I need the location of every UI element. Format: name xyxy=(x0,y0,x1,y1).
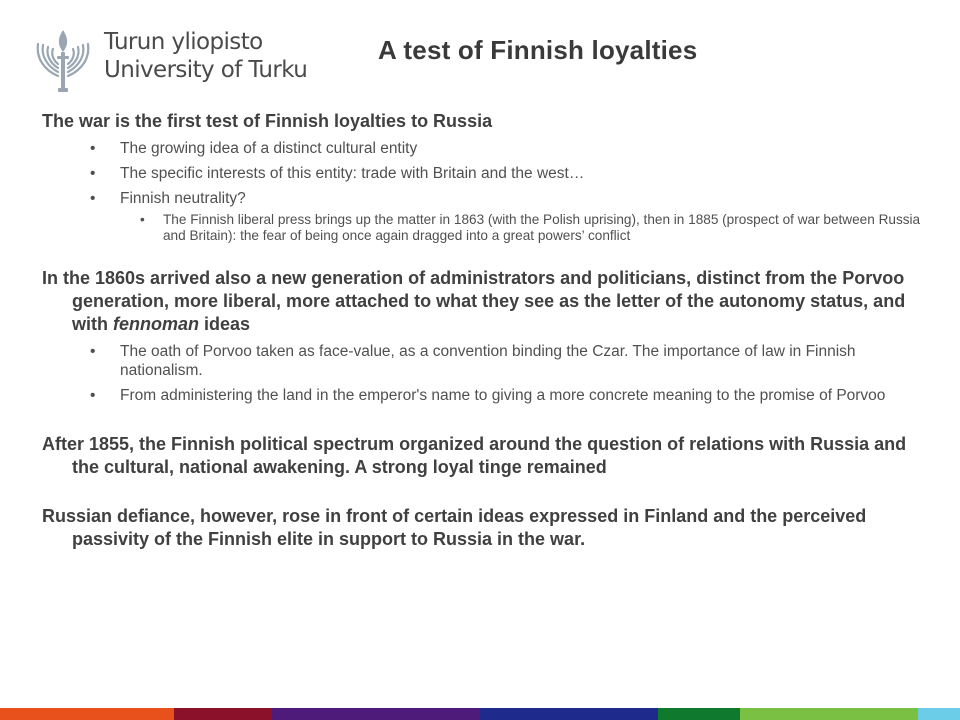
list-item-text: Finnish neutrality? xyxy=(120,190,246,207)
bullet-list xyxy=(42,139,922,243)
bullet-icon: • xyxy=(90,165,96,182)
heading-emphasis: fennoman xyxy=(113,314,200,334)
list-item xyxy=(42,164,922,183)
sub-list-item-text: The Finnish liberal press brings up the matter in 1863 (with the Polish uprising), then in 1885 (prospect of war between Russia and Britain): the fear of being once again dragged into a great powers’ conflict xyxy=(163,212,921,243)
footer-segment-orange xyxy=(0,708,174,720)
list-item xyxy=(42,386,922,405)
footer-segment-blue xyxy=(480,708,658,720)
logo-line-finnish: Turun yliopisto xyxy=(104,29,263,55)
university-logo xyxy=(30,26,308,96)
bullet-icon: • xyxy=(90,140,96,157)
bullet-icon: • xyxy=(90,343,96,360)
list-item xyxy=(42,139,922,158)
list-item-text: From administering the land in the emperor's name to giving a more concrete meaning to the promise of Porvoo xyxy=(120,387,886,404)
list-item-text: The oath of Porvoo taken as face-value, as a convention binding the Czar. The importance of law in Finnish nationalism. xyxy=(120,343,856,379)
section-heading: Russian defiance, however, rose in front of certain ideas expressed in Finland and the perceived passivity of the Finnish elite in support to Russia in the war. xyxy=(42,506,867,549)
section-war-test xyxy=(42,110,922,243)
section-heading: The war is the first test of Finnish loyalties to Russia xyxy=(42,111,493,131)
slide-body xyxy=(42,110,922,551)
logo-line-english: University of Turku xyxy=(104,57,308,83)
footer-segment-purple xyxy=(272,708,480,720)
bullet-icon: • xyxy=(90,190,96,207)
bullet-list xyxy=(42,342,922,405)
section-heading: After 1855, the Finnish political spectrum organized around the question of relations with Russia and the cultural, national awakening. A strong loyal tinge remained xyxy=(42,434,907,477)
bullet-icon: • xyxy=(90,387,96,404)
section-russian-defiance xyxy=(42,505,922,551)
footer-segment-green xyxy=(658,708,740,720)
list-item xyxy=(42,189,922,243)
footer-segment-lime xyxy=(740,708,918,720)
list-item-text: The growing idea of a distinct cultural entity xyxy=(120,140,418,157)
list-item xyxy=(42,342,922,380)
footer-segment-crimson xyxy=(174,708,272,720)
section-heading xyxy=(42,267,922,336)
section-political-spectrum xyxy=(42,433,922,479)
heading-text-start: In the 1860s arrived also a new generation of administrators and politicians, distinct from the Porvoo generation, more liberal, more attached to what they see as the letter of the autonomy status, and with xyxy=(42,268,906,334)
footer-color-bar xyxy=(0,708,960,720)
sub-list-item xyxy=(42,212,922,243)
section-new-generation xyxy=(42,267,922,405)
torch-emblem-icon xyxy=(30,26,96,96)
bullet-icon: • xyxy=(140,212,145,227)
logo-wordmark xyxy=(104,28,307,84)
heading-text-end: ideas xyxy=(199,314,251,334)
footer-segment-cyan xyxy=(918,708,960,720)
sub-bullet-list xyxy=(120,212,922,243)
slide-title: A test of Finnish loyalties xyxy=(378,35,698,65)
list-item-text: The specific interests of this entity: trade with Britain and the west… xyxy=(120,165,585,182)
